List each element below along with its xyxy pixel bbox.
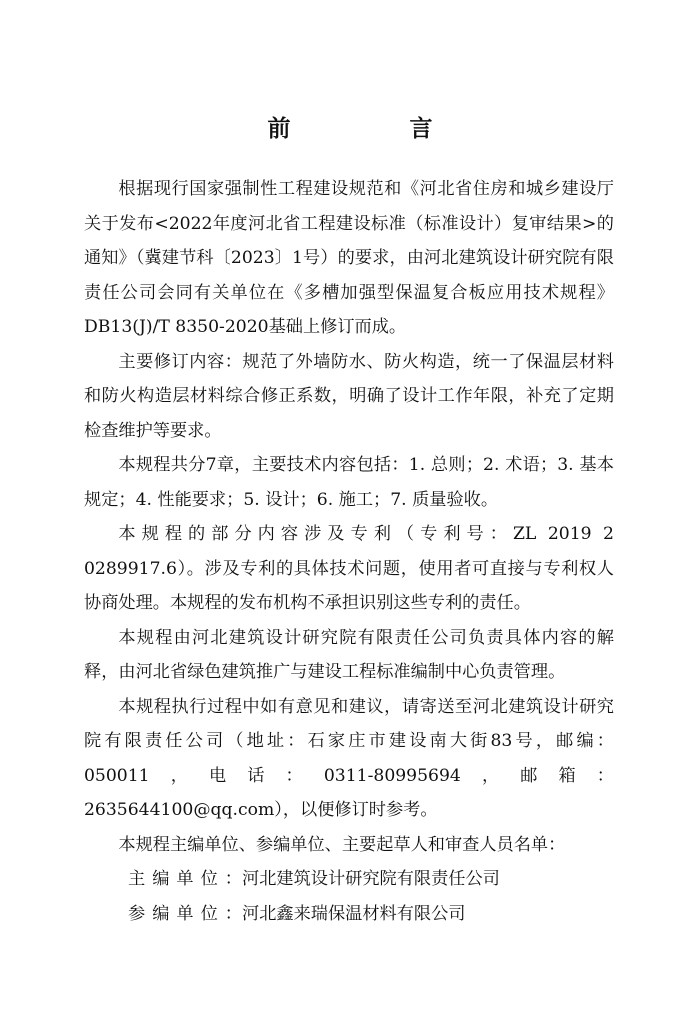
paragraph-chapters: 本规程共分7章，主要技术内容包括：1. 总则；2. 术语；3. 基本规定；4. 性能要求；5. 设计；6. 施工；7. 质量验收。 bbox=[84, 455, 614, 510]
paragraph-feedback: 本规程执行过程中如有意见和建议，请寄送至河北建筑设计研究院有限责任公司（地址：石家庄市建设南大街83号，邮编：050011，电话：0311-80995694，邮箱：2635644100@qq.com），以便修订时参考。 bbox=[84, 696, 614, 820]
unit-name: 河北鑫来瑞保温材料有限公司 bbox=[242, 903, 466, 924]
foreword-body bbox=[84, 172, 614, 931]
participating-unit bbox=[84, 897, 614, 932]
paragraph-management: 本规程由河北建筑设计研究院有限责任公司负责具体内容的解释，由河北省绿色建筑推广与建设工程标准编制中心负责管理。 bbox=[84, 627, 614, 682]
paragraph-basis: 根据现行国家强制性工程建设规范和《河北省住房和城乡建设厅关于发布<2022年度河北省工程建设标准（标准设计）复审结果>的通知》（冀建节科〔2023〕1号）的要求，由河北建筑设计研究院有限责任公司会同有关单位在《多槽加强型保温复合板应用技术规程》DB13(J)/T 8350-2020基础上修订而成。 bbox=[84, 179, 614, 337]
unit-name: 河北建筑设计研究院有限责任公司 bbox=[242, 869, 500, 889]
unit-label: 主编单位： bbox=[128, 869, 249, 889]
chief-editor-unit bbox=[84, 862, 614, 897]
paragraph-units-intro: 本规程主编单位、参编单位、主要起草人和审查人员名单： bbox=[118, 834, 566, 855]
unit-label: 参编单位： bbox=[128, 903, 249, 924]
paragraph-patent: 本规程的部分内容涉及专利（专利号：ZL 2019 2 0289917.6）。涉及专利的具体技术问题，使用者可直接与专利权人协商处理。本规程的发布机构不承担识别这些专利的责任。 bbox=[84, 524, 614, 613]
paragraph-revisions: 主要修订内容：规范了外墙防水、防火构造，统一了保温层材料和防火构造层材料综合修正系数，明确了设计工作年限，补充了定期检查维护等要求。 bbox=[84, 351, 614, 441]
page-title: 前 言 bbox=[267, 115, 481, 142]
